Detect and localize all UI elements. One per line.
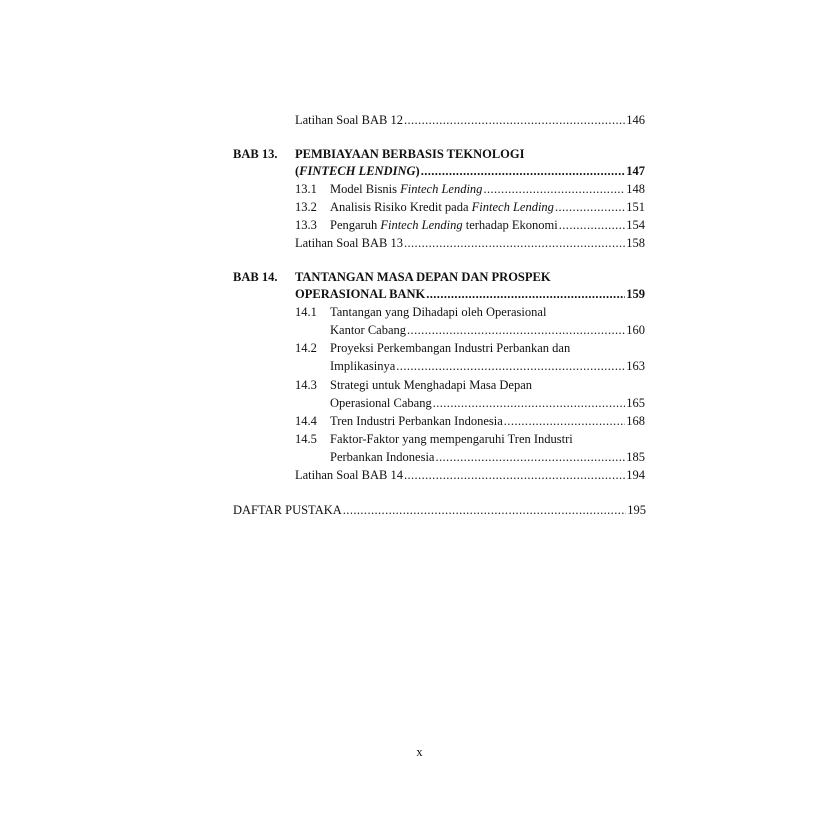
section-14-4-number: 14.4 [295,414,317,428]
dot-leader [421,162,626,180]
dot-leader [435,448,625,466]
section-14-5-number: 14.5 [295,432,317,446]
toc-entry-label: Tren Industri Perbankan Indonesia [330,414,503,428]
chapter-13-label: BAB 13. [233,147,278,161]
dot-leader [343,501,626,519]
dot-leader [404,111,625,129]
toc-entry-daftar-pustaka[interactable] [233,501,646,519]
toc-entry-14-2-line1[interactable]: Proyeksi Perkembangan Industri Perbankan dan [330,341,571,355]
dot-leader [404,466,625,484]
page-number: x [416,745,423,759]
toc-entry-page: 160 [626,323,645,337]
section-13-3-number: 13.3 [295,218,317,232]
section-14-2-number: 14.2 [295,341,317,355]
chapter-13-page: 147 [626,164,645,178]
toc-entry-latihan-14[interactable] [295,466,645,484]
toc-entry-13-1[interactable] [330,180,645,198]
toc-entry-14-1-line1[interactable]: Tantangan yang Dihadapi oleh Operasional [330,305,547,319]
chapter-14-page: 159 [626,287,645,301]
dot-leader [559,216,626,234]
toc-entry-14-4[interactable] [330,412,645,430]
chapter-14-title-line2[interactable] [295,285,645,303]
dot-leader [433,394,626,412]
toc-entry-label: Analisis Risiko Kredit pada Fintech Lending [330,200,554,214]
chapter-14-label: BAB 14. [233,270,278,284]
toc-entry-label: Latihan Soal BAB 12 [295,113,403,127]
dot-leader [404,234,625,252]
section-13-2-number: 13.2 [295,200,317,214]
chapter-13-title-line2[interactable] [295,162,645,180]
toc-entry-label: Operasional Cabang [330,396,432,410]
toc-entry-label: DAFTAR PUSTAKA [233,503,342,517]
chapter-14-title-end: OPERASIONAL BANK [295,287,426,301]
toc-entry-page: 163 [626,359,645,373]
toc-entry-label: Kantor Cabang [330,323,407,337]
toc-entry-page: 158 [626,236,645,250]
toc-entry-page: 168 [626,414,645,428]
dot-leader [504,412,625,430]
dot-leader [396,357,625,375]
toc-entry-14-5-line1[interactable]: Faktor-Faktor yang mempengaruhi Tren Industri [330,432,573,446]
toc-entry-label: Implikasinya [330,359,396,373]
section-14-1-number: 14.1 [295,305,317,319]
chapter-13-title-end: (FINTECH LENDING) [295,164,420,178]
toc-entry-page: 194 [626,468,645,482]
toc-entry-page: 151 [626,200,645,214]
dot-leader [426,285,625,303]
dot-leader [483,180,625,198]
toc-entry-14-5[interactable] [330,448,645,466]
toc-entry-14-1[interactable] [330,321,645,339]
chapter-13-title-line1[interactable]: PEMBIAYAAN BERBASIS TEKNOLOGI [295,147,525,161]
toc-entry-label: Latihan Soal BAB 13 [295,236,403,250]
toc-entry-13-3[interactable] [330,216,645,234]
toc-entry-page: 195 [627,503,646,517]
toc-entry-label: Pengaruh Fintech Lending terhadap Ekonomi [330,218,558,232]
chapter-14-title-line1[interactable]: TANTANGAN MASA DEPAN DAN PROSPEK [295,270,551,284]
toc-entry-14-3-line1[interactable]: Strategi untuk Menghadapi Masa Depan [330,378,533,392]
dot-leader [555,198,625,216]
toc-entry-label: Perbankan Indonesia [330,450,435,464]
toc-entry-14-3[interactable] [330,394,645,412]
toc-entry-page: 148 [626,182,645,196]
dot-leader [407,321,625,339]
toc-entry-page: 165 [626,396,645,410]
toc-entry-14-2[interactable] [330,357,645,375]
toc-entry-page: 185 [626,450,645,464]
toc-entry-label: Latihan Soal BAB 14 [295,468,403,482]
toc-entry-page: 146 [626,113,645,127]
toc-entry-13-2[interactable] [330,198,645,216]
section-14-3-number: 14.3 [295,378,317,392]
toc-entry-latihan-13[interactable] [295,234,645,252]
toc-entry-latihan-12[interactable] [295,111,645,129]
section-13-1-number: 13.1 [295,182,317,196]
toc-entry-label: Model Bisnis Fintech Lending [330,182,483,196]
toc-entry-page: 154 [626,218,645,232]
